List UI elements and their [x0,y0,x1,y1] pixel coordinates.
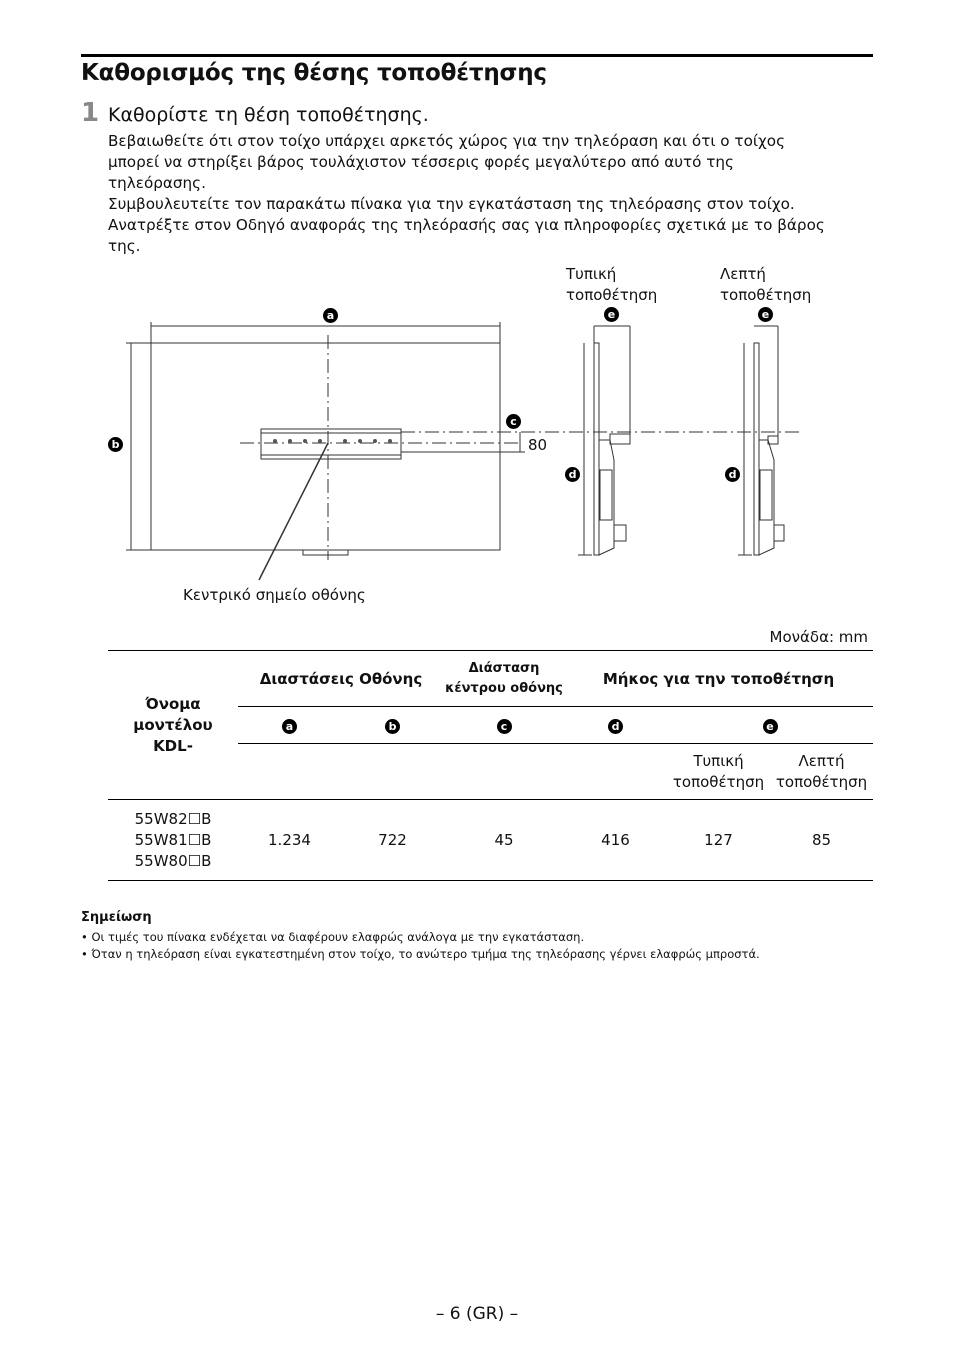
step-paragraph-line: τηλεόρασης. [108,174,206,192]
marker-b: b [108,437,123,452]
tv-side-typical [594,343,599,555]
header-mount-length: Μήκος για την τοποθέτηση [564,651,873,707]
typical-mount-label: Τυπική [566,265,617,283]
center-leader-line [259,443,328,580]
step-paragraph-line: Ανατρέξτε στον Οδηγό αναφοράς της τηλεόρασής σας για πληροφορίες σχετικά με το βάρος [108,216,825,234]
marker-a: a [323,308,338,323]
model-names: 55W82☐B 55W81☐B 55W80☐B [134,809,212,870]
note-item: • Οι τιμές του πίνακα ενδέχεται να διαφέρουν ελαφρώς ανάλογα με την εγκατάσταση. [81,930,585,944]
table-row [108,800,873,881]
value-e-slim: 85 [811,831,832,849]
marker-c: c [506,414,521,429]
letter-b: b [385,719,400,734]
marker-d-typical: d [565,467,580,482]
step-title: Καθορίστε τη θέση τοποθέτησης. [108,104,429,126]
letter-c: c [497,719,512,734]
sub-slim: Λεπτή τοποθέτηση [775,751,868,791]
letter-e: e [763,719,778,734]
step-paragraph-line: Βεβαιωθείτε ότι στον τοίχο υπάρχει αρκετός χώρος για την τηλεόραση και ότι ο τοίχος [108,132,785,150]
step-number: 1 [81,98,100,128]
tv-side-slim [754,343,759,555]
typical-mount-label: τοποθέτηση [566,286,658,304]
spec-table [108,650,873,881]
tv-stand-tab [303,550,348,555]
step-paragraph-line: της. [108,237,141,255]
header-screen-dimensions: Διαστάσεις Οθόνης [238,651,444,707]
notes-title: Σημείωση [81,910,152,925]
header-model: Όνομα μοντέλου KDL- [108,651,238,800]
step-paragraph-line: μπορεί να στηρίξει βάρος τουλάχιστον τέσσερις φορές μεγαλύτερο από αυτό της [108,153,734,171]
value-e-typical: 127 [704,831,733,849]
slim-mount-label: Λεπτή [720,265,766,283]
value-c: 45 [494,831,514,849]
value-b: 722 [378,831,407,849]
marker-d-slim: d [725,467,740,482]
letter-a: a [282,719,297,734]
step-paragraph-line: Συμβουλευτείτε τον παρακάτω πίνακα για την εγκατάσταση της τηλεόρασης στον τοίχο. [108,195,795,213]
unit-label: Μονάδα: mm [769,628,868,646]
slim-mount-label: τοποθέτηση [720,286,812,304]
letter-d: d [608,719,623,734]
screen-center-label: Κεντρικό σημείο οθόνης [183,586,366,604]
marker-e-slim: e [758,307,773,322]
header-center-dimension: Διάσταση κέντρου οθόνης [444,651,564,707]
dimension-80-label: 80 [528,436,548,454]
page-number: – 6 (GR) – [435,1304,519,1324]
value-d: 416 [601,831,630,849]
marker-e-typical: e [604,307,619,322]
page-heading: Καθορισμός της θέσης τοποθέτησης [81,60,547,86]
mounting-diagram [0,0,954,640]
value-a: 1.234 [268,831,311,849]
note-item: • Όταν η τηλεόραση είναι εγκατεστημένη στον τοίχο, το ανώτερο τμήμα της τηλεόρασης γέρνει ελαφρώς μπροστά. [81,947,760,961]
sub-typical: Τυπική τοποθέτηση [672,751,765,791]
